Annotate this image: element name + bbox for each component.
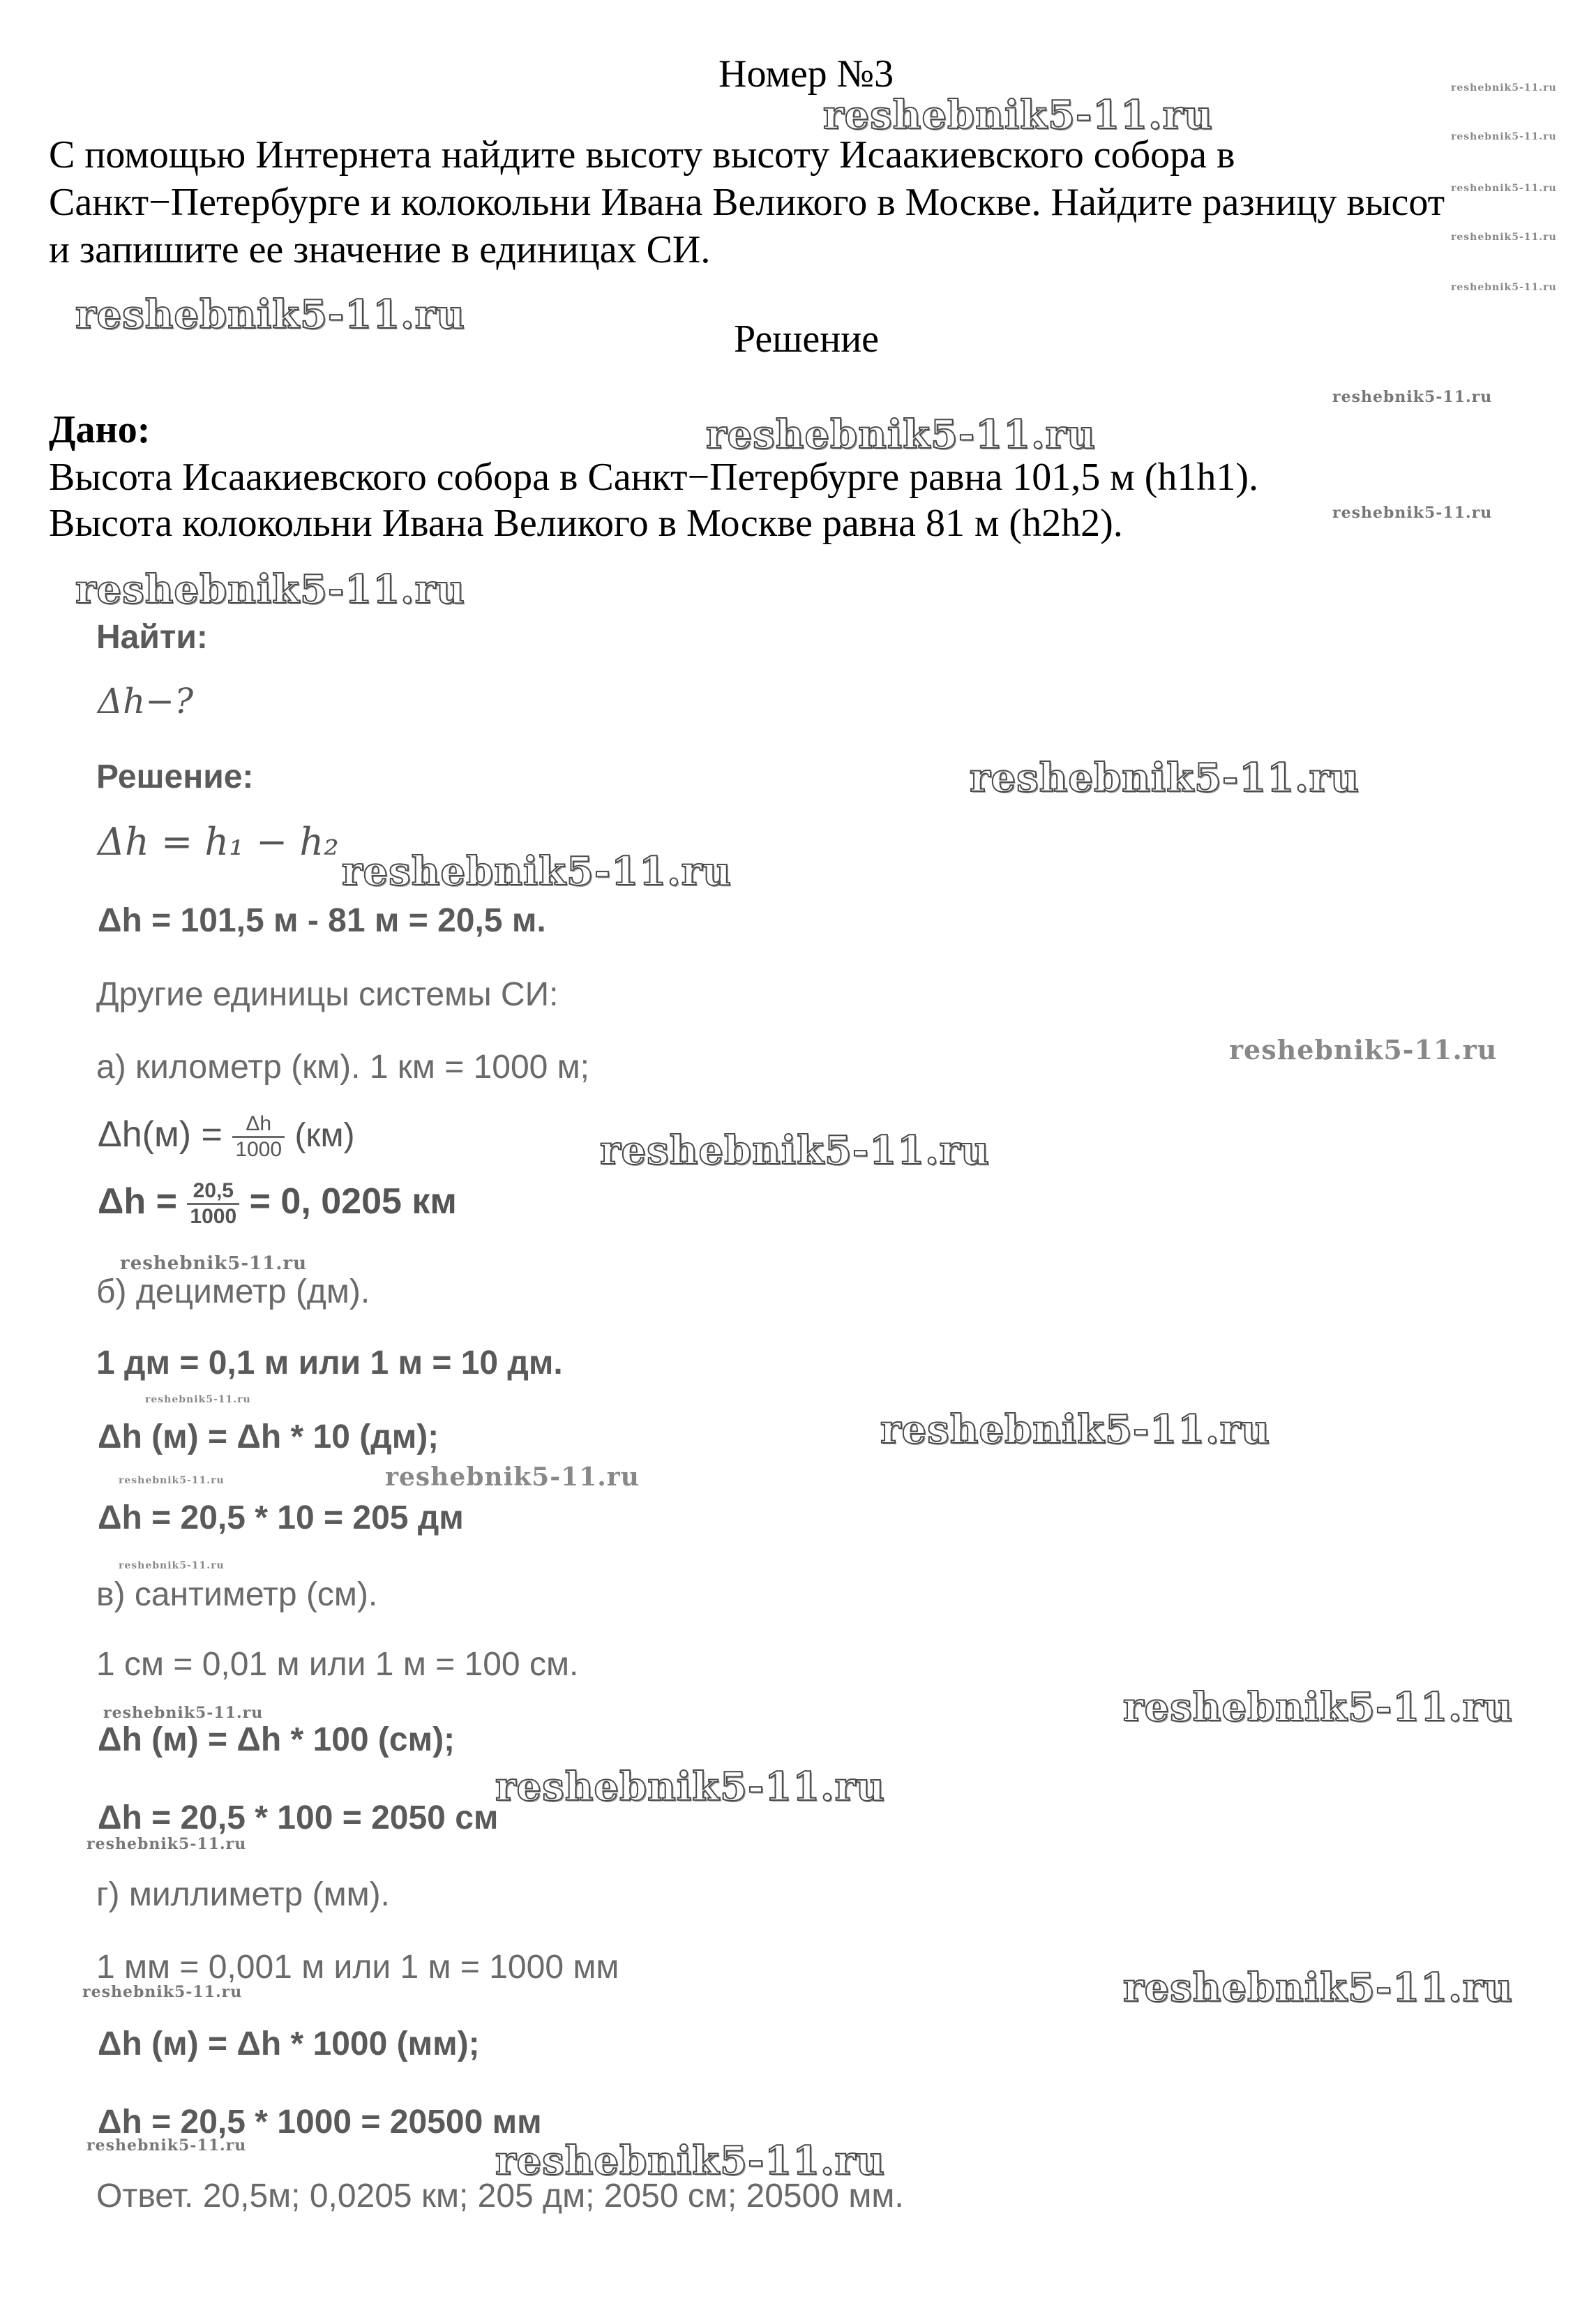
find-value: Δh−? bbox=[98, 681, 194, 721]
mm-formula: Δh (м) = Δh * 1000 (мм); bbox=[98, 2025, 480, 2062]
watermark: reshebnik5-11.ru bbox=[119, 1560, 225, 1571]
watermark: reshebnik5-11.ru bbox=[1332, 504, 1493, 522]
km-formula bbox=[98, 1114, 354, 1160]
km-result-fraction bbox=[187, 1181, 239, 1227]
mm-conversion: 1 мм = 0,001 м или 1 м = 1000 мм bbox=[96, 1949, 619, 1986]
task-text-line-2: Санкт−Петербурге и колокольни Ивана Великого в Москве. Найдите разницу высот bbox=[49, 181, 1445, 224]
watermark: reshebnik5-11.ru bbox=[600, 1128, 990, 1174]
watermark: reshebnik5-11.ru bbox=[1451, 183, 1557, 194]
formula-difference: Δh = h₁ − h₂ bbox=[98, 820, 339, 864]
km-result-denominator: 1000 bbox=[190, 1205, 237, 1228]
solution-label: Решение: bbox=[96, 758, 254, 795]
watermark: reshebnik5-11.ru bbox=[706, 412, 1096, 458]
km-result-right: = 0, 0205 км bbox=[249, 1181, 457, 1222]
calculation-line: Δh = 101,5 м - 81 м = 20,5 м. bbox=[98, 902, 546, 939]
watermark: reshebnik5-11.ru bbox=[970, 755, 1360, 801]
dm-conversion: 1 дм = 0,1 м или 1 м = 10 дм. bbox=[96, 1344, 563, 1381]
watermark: reshebnik5-11.ru bbox=[1451, 82, 1557, 93]
given-line-2: Высота колокольни Ивана Великого в Москве равна 81 м (h2h2). bbox=[49, 502, 1123, 545]
watermark: reshebnik5-11.ru bbox=[495, 2138, 885, 2184]
watermark: reshebnik5-11.ru bbox=[75, 292, 465, 338]
cm-title: в) сантиметр (см). bbox=[96, 1576, 378, 1613]
watermark: reshebnik5-11.ru bbox=[342, 848, 732, 894]
cm-result: Δh = 20,5 * 100 = 2050 см bbox=[98, 1799, 499, 1836]
watermark: reshebnik5-11.ru bbox=[1332, 388, 1493, 406]
km-formula-denominator: 1000 bbox=[235, 1138, 283, 1161]
task-text-line-3: и запишите ее значение в единицах СИ. bbox=[49, 228, 711, 271]
other-units-heading: Другие единицы системы СИ: bbox=[96, 976, 559, 1013]
km-formula-numerator: Δh bbox=[232, 1114, 285, 1138]
task-number-title: Номер №3 bbox=[718, 52, 894, 96]
watermark: reshebnik5-11.ru bbox=[103, 1704, 264, 1722]
given-line-1: Высота Исаакиевского собора в Санкт−Петербурге равна 101,5 м (h1h1). bbox=[49, 456, 1259, 499]
watermark: reshebnik5-11.ru bbox=[86, 1835, 247, 1853]
mm-title: г) миллиметр (мм). bbox=[96, 1876, 390, 1913]
watermark: reshebnik5-11.ru bbox=[145, 1394, 251, 1405]
km-title: а) километр (км). 1 км = 1000 м; bbox=[96, 1049, 590, 1086]
watermark: reshebnik5-11.ru bbox=[75, 567, 465, 613]
given-label: Дано: bbox=[49, 408, 151, 451]
watermark: reshebnik5-11.ru bbox=[86, 2136, 247, 2155]
km-formula-fraction bbox=[232, 1114, 285, 1160]
task-text-line-1: С помощью Интернета найдите высоту высоту Исаакиевского собора в bbox=[49, 133, 1235, 177]
cm-formula: Δh (м) = Δh * 100 (см); bbox=[98, 1721, 456, 1758]
km-result bbox=[98, 1181, 457, 1227]
km-result-numerator: 20,5 bbox=[187, 1181, 239, 1205]
watermark: reshebnik5-11.ru bbox=[1123, 1684, 1513, 1730]
cm-conversion: 1 см = 0,01 м или 1 м = 100 см. bbox=[96, 1646, 579, 1683]
watermark: reshebnik5-11.ru bbox=[1451, 282, 1557, 293]
dm-formula: Δh (м) = Δh * 10 (дм); bbox=[98, 1418, 439, 1455]
km-result-left: Δh = bbox=[98, 1181, 177, 1222]
dm-result: Δh = 20,5 * 10 = 205 дм bbox=[98, 1499, 464, 1536]
dm-title: б) дециметр (дм). bbox=[96, 1273, 370, 1310]
km-formula-right: (км) bbox=[294, 1117, 355, 1155]
watermark: reshebnik5-11.ru bbox=[823, 92, 1213, 138]
watermark: reshebnik5-11.ru bbox=[1451, 232, 1557, 243]
km-formula-left: Δh(м) = bbox=[98, 1114, 223, 1155]
watermark: reshebnik5-11.ru bbox=[120, 1253, 308, 1274]
watermark: reshebnik5-11.ru bbox=[495, 1764, 885, 1810]
find-label: Найти: bbox=[96, 619, 208, 656]
watermark: reshebnik5-11.ru bbox=[1123, 1965, 1513, 2011]
watermark: reshebnik5-11.ru bbox=[119, 1475, 225, 1486]
watermark: reshebnik5-11.ru bbox=[880, 1407, 1270, 1453]
watermark: reshebnik5-11.ru bbox=[82, 1983, 243, 2001]
mm-result: Δh = 20,5 * 1000 = 20500 мм bbox=[98, 2104, 542, 2141]
watermark: reshebnik5-11.ru bbox=[1451, 131, 1557, 142]
solution-heading: Решение bbox=[734, 317, 880, 361]
watermark: reshebnik5-11.ru bbox=[1229, 1034, 1498, 1065]
answer-line: Ответ. 20,5м; 0,0205 км; 205 дм; 2050 см; 20500 мм. bbox=[96, 2178, 904, 2215]
watermark: reshebnik5-11.ru bbox=[385, 1462, 640, 1492]
